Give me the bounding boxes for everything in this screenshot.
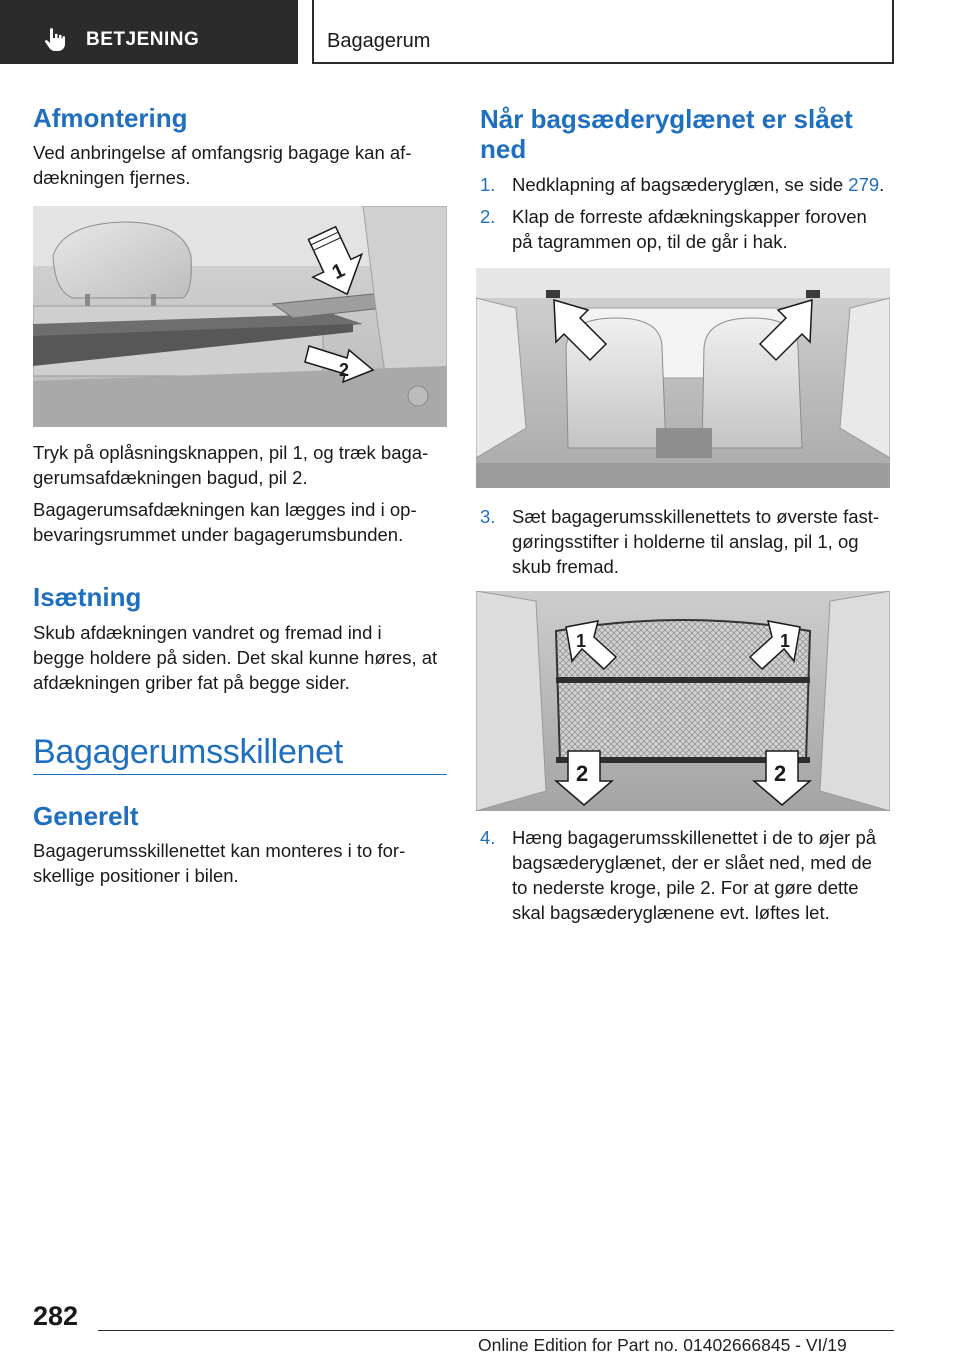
chapter-label: Bagagerum — [327, 30, 431, 52]
chapter-title: Bagagerumsskillenet — [33, 733, 343, 771]
heading-afmontering: Afmontering — [33, 103, 188, 133]
generelt-line-2: skellige positioner i bilen. — [33, 865, 239, 886]
afmontering-intro-line-1: Ved anbringelse af omfangsrig bagage kan af‐ — [33, 142, 412, 163]
chapter-header — [312, 0, 894, 64]
arrow-2-label: 2 — [339, 360, 350, 380]
afmontering-intro-line-2: dækningen fjernes. — [33, 167, 191, 188]
arrow-2-left-label: 2 — [576, 761, 589, 786]
hand-pointer-icon — [44, 28, 66, 52]
step-1-period: . — [879, 174, 885, 195]
step-4-line-4: skal bagsæderyglænene evt. løftes let. — [512, 902, 830, 923]
chapter-title-rule — [33, 774, 447, 775]
arrow-1-label: 1 — [328, 259, 349, 285]
cargo-net-figure — [476, 591, 890, 811]
step-number: 1. — [480, 174, 496, 195]
isaetning-line-2: begge holdere på siden. Det skal kunne høres, at — [33, 647, 438, 668]
step-number: 4. — [480, 827, 496, 848]
section-label: BETJENING — [86, 29, 200, 50]
step-4-line-2: bagsæderyglænet, der er slået ned, med de — [512, 852, 872, 873]
arrow-1-right-label: 1 — [780, 631, 791, 651]
heading-seatback-folded-line-2: ned — [480, 134, 527, 164]
roof-cover-caps-figure — [476, 268, 890, 488]
step-2-line-1: Klap de forreste afdækningskapper foroven — [512, 206, 867, 227]
step-4-line-3: to nederste kroge, pile 2. For at gøre dette — [512, 877, 859, 898]
step-1-text: Nedklapning af bagsæderyglæn, se side — [512, 174, 849, 195]
page-number: 282 — [33, 1301, 79, 1331]
isaetning-line-3: afdækningen griber fat på begge sider. — [33, 672, 350, 693]
heading-isaetning: Isætning — [33, 582, 142, 612]
step-number: 3. — [480, 506, 496, 527]
cargo-cover-figure — [33, 206, 447, 427]
arrow-1-left-label: 1 — [576, 631, 587, 651]
afmontering-storage-line-1: Bagagerumsafdækningen kan lægges ind i op‐ — [33, 499, 417, 520]
step-4-line-1: Hæng bagagerumsskillenettet i de to øjer på — [512, 827, 877, 848]
afmontering-step-line-2: gerumsafdækningen bagud, pil 2. — [33, 467, 308, 488]
step-3-line-2: gøringsstifter i holderne til anslag, pil 1, og — [512, 531, 859, 552]
isaetning-line-1: Skub afdækningen vandret og fremad ind i — [33, 622, 382, 643]
generelt-line-1: Bagagerumsskillenettet kan monteres i to for‐ — [33, 840, 406, 861]
step-3-line-1: Sæt bagagerumsskillenettets to øverste fast‐ — [512, 506, 880, 527]
step-2-line-2: på tagrammen op, til de går i hak. — [512, 231, 788, 252]
heading-generelt: Generelt — [33, 801, 139, 831]
page-reference-link[interactable]: 279 — [848, 174, 880, 195]
footer-rule — [98, 1330, 894, 1331]
step-number: 2. — [480, 206, 496, 227]
afmontering-storage-line-2: bevaringsrummet under bagagerumsbunden. — [33, 524, 404, 545]
edition-note: Online Edition for Part no. 01402666845 - VI/19 — [478, 1335, 847, 1355]
arrow-2-right-label: 2 — [774, 761, 787, 786]
afmontering-step-line-1: Tryk på oplåsningsknappen, pil 1, og træk baga‐ — [33, 442, 429, 463]
step-3-line-3: skub fremad. — [512, 556, 619, 577]
section-tab — [0, 0, 298, 64]
heading-seatback-folded-line-1: Når bagsæderyglænet er slået — [480, 104, 853, 134]
